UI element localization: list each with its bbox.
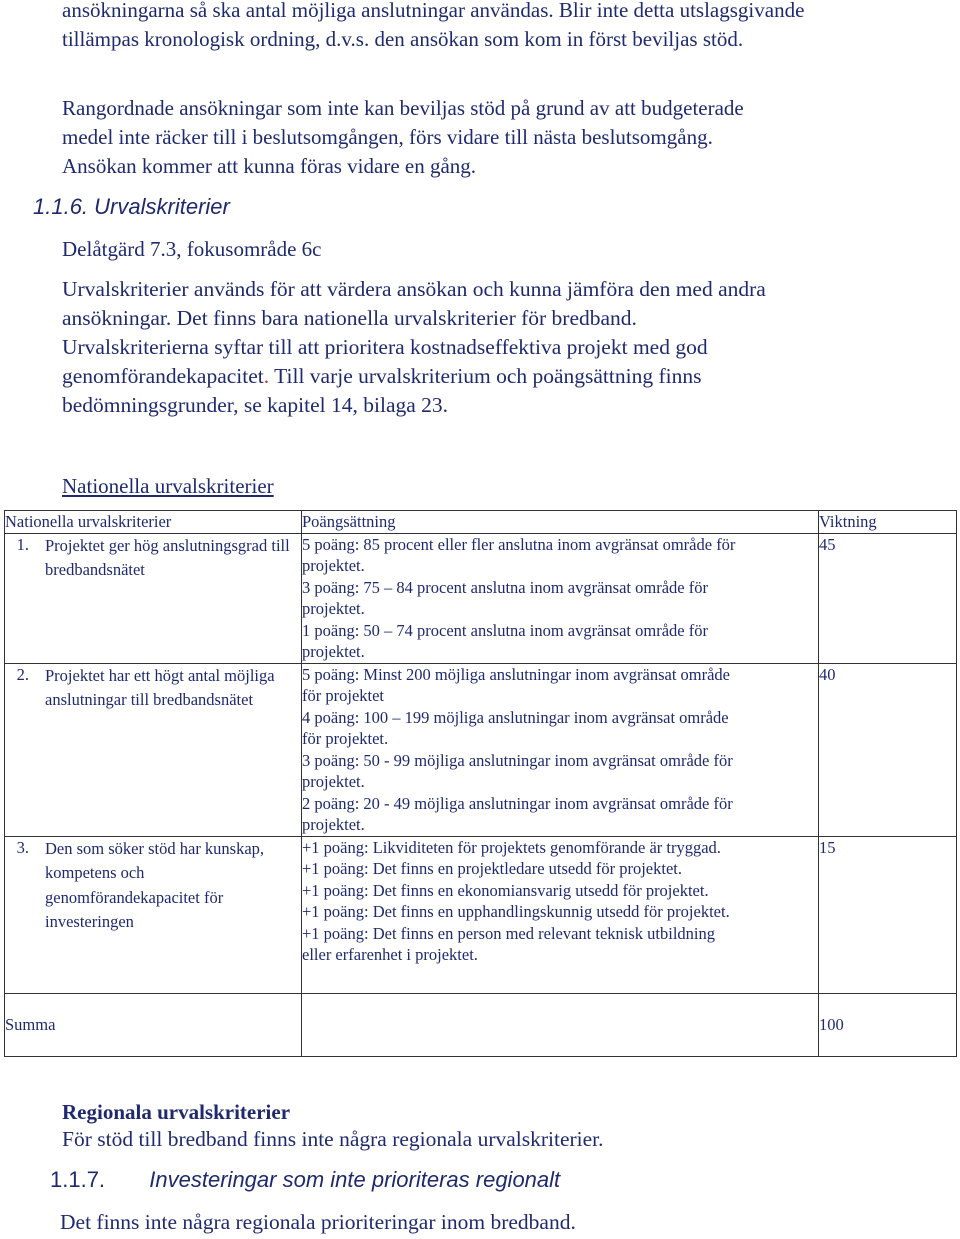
scoring-line: projektet. (302, 599, 365, 618)
section-117-heading (50, 1167, 560, 1193)
criteria-line-1: Urvalskriterier används för att värdera ansökan och kunna jämföra den med andra (62, 277, 766, 301)
section-117-number: 1.1.7. (50, 1167, 106, 1192)
intro-line-2: tillämpas kronologisk ordning, d.v.s. den ansökan som kom in först beviljas stöd. (62, 27, 744, 51)
national-heading: Nationella urvalskriterier (62, 474, 274, 498)
regional-heading: Regionala urvalskriterier (62, 1100, 291, 1124)
scoring-line: 5 poäng: 85 procent eller fler anslutna inom avgränsat område för (302, 534, 736, 554)
scoring-line: projektet. (302, 815, 365, 834)
section-116-title: Urvalskriterier (94, 194, 230, 219)
scoring-line: +1 poäng: Det finns en ekonomiansvarig utsedd för projektet. (302, 880, 709, 900)
final-text: Det finns inte några regionala prioriteringar inom bredband. (60, 1210, 576, 1234)
sum-row (5, 993, 957, 1056)
criteria-line-2: ansökningar. Det finns bara nationella urvalskriterier för bredband. (62, 306, 637, 330)
criteria-table (4, 510, 957, 1057)
criterion-text: Den som söker stöd har kunskap, kompetens och genomförandekapacitet för investeringen (45, 838, 265, 931)
scoring-line: 3 poäng: 75 – 84 procent anslutna inom avgränsat område för (302, 577, 708, 597)
criterion-cell (5, 836, 302, 993)
scoring-line: eller erfarenhet i projektet. (302, 945, 478, 964)
sum-empty-cell (302, 993, 819, 1056)
scoring-line: 4 poäng: 100 – 199 möjliga anslutningar inom avgränsat område (302, 707, 729, 727)
criteria-line-4b: Till varje urvalskriterium och poängsättning finns (269, 364, 702, 388)
criterion-number: 3. (16, 837, 29, 857)
criterion-text: Projektet ger hög anslutningsgrad till bredbandsnätet (45, 535, 290, 579)
table-row (5, 663, 957, 836)
scoring-cell (302, 663, 819, 836)
table-row (5, 836, 957, 993)
criteria-line-3: Urvalskriterierna syftar till att prioritera kostnadseffektiva projekt med god (62, 335, 708, 359)
regional-text: För stöd till bredband finns inte några regionala urvalskriterier. (62, 1127, 604, 1151)
measure-line: Delåtgärd 7.3, fokusområde 6c (62, 237, 322, 261)
scoring-line: +1 poäng: Likviditeten för projektets genomförande är tryggad. (302, 837, 721, 857)
section-116-number: 1.1.6. (33, 194, 89, 219)
rank-line-3: Ansökan kommer att kunna föras vidare en gång. (62, 154, 477, 178)
scoring-line: för projektet (302, 686, 385, 705)
scoring-line: 2 poäng: 20 - 49 möjliga anslutningar inom avgränsat område för (302, 793, 733, 813)
table-header-row (5, 511, 957, 534)
criterion-cell (5, 533, 302, 663)
weight-cell: 45 (819, 533, 957, 663)
sum-value: 100 (819, 993, 957, 1056)
table-row (5, 533, 957, 663)
criterion-number: 1. (16, 534, 29, 554)
header-scoring: Poängsättning (302, 511, 819, 534)
scoring-line: projektet. (302, 772, 365, 791)
scoring-cell (302, 533, 819, 663)
criteria-line-5: bedömningsgrunder, se kapitel 14, bilaga 23. (62, 393, 449, 417)
criteria-line-4 (62, 362, 701, 392)
criteria-red-dot: . (263, 364, 270, 388)
section-117-title: Investeringar som inte prioriteras regionalt (149, 1167, 561, 1192)
section-116-heading (33, 194, 230, 220)
scoring-line: +1 poäng: Det finns en projektledare utsedd för projektet. (302, 859, 682, 878)
scoring-line: +1 poäng: Det finns en upphandlingskunnig utsedd för projektet. (302, 902, 730, 921)
weight-cell: 15 (819, 836, 957, 993)
header-weight: Viktning (819, 511, 957, 534)
rank-line-1: Rangordnade ansökningar som inte kan beviljas stöd på grund av att budgeterade (62, 96, 744, 120)
criteria-line-4a: genomförandekapacitet (62, 364, 264, 388)
criterion-cell (5, 663, 302, 836)
criterion-text: Projektet har ett högt antal möjliga anslutningar till bredbandsnätet (45, 665, 275, 709)
sum-label: Summa (5, 993, 302, 1056)
criterion-number: 2. (16, 664, 29, 684)
scoring-line: för projektet. (302, 729, 389, 748)
header-criteria: Nationella urvalskriterier (5, 511, 302, 534)
scoring-line: +1 poäng: Det finns en person med relevant teknisk utbildning (302, 923, 716, 943)
scoring-line: projektet. (302, 642, 365, 661)
scoring-line: projektet. (302, 556, 365, 575)
scoring-line: 3 poäng: 50 - 99 möjliga anslutningar inom avgränsat område för (302, 750, 733, 770)
scoring-cell (302, 836, 819, 993)
scoring-line: 1 poäng: 50 – 74 procent anslutna inom avgränsat område för (302, 620, 708, 640)
scoring-line: 5 poäng: Minst 200 möjliga anslutningar inom avgränsat område (302, 664, 731, 684)
rank-line-2: medel inte räcker till i beslutsomgången, förs vidare till nästa beslutsomgång. (62, 125, 713, 149)
weight-cell: 40 (819, 663, 957, 836)
intro-line-1: ansökningarna så ska antal möjliga anslutningar användas. Blir inte detta utslagsgivande (62, 0, 805, 22)
